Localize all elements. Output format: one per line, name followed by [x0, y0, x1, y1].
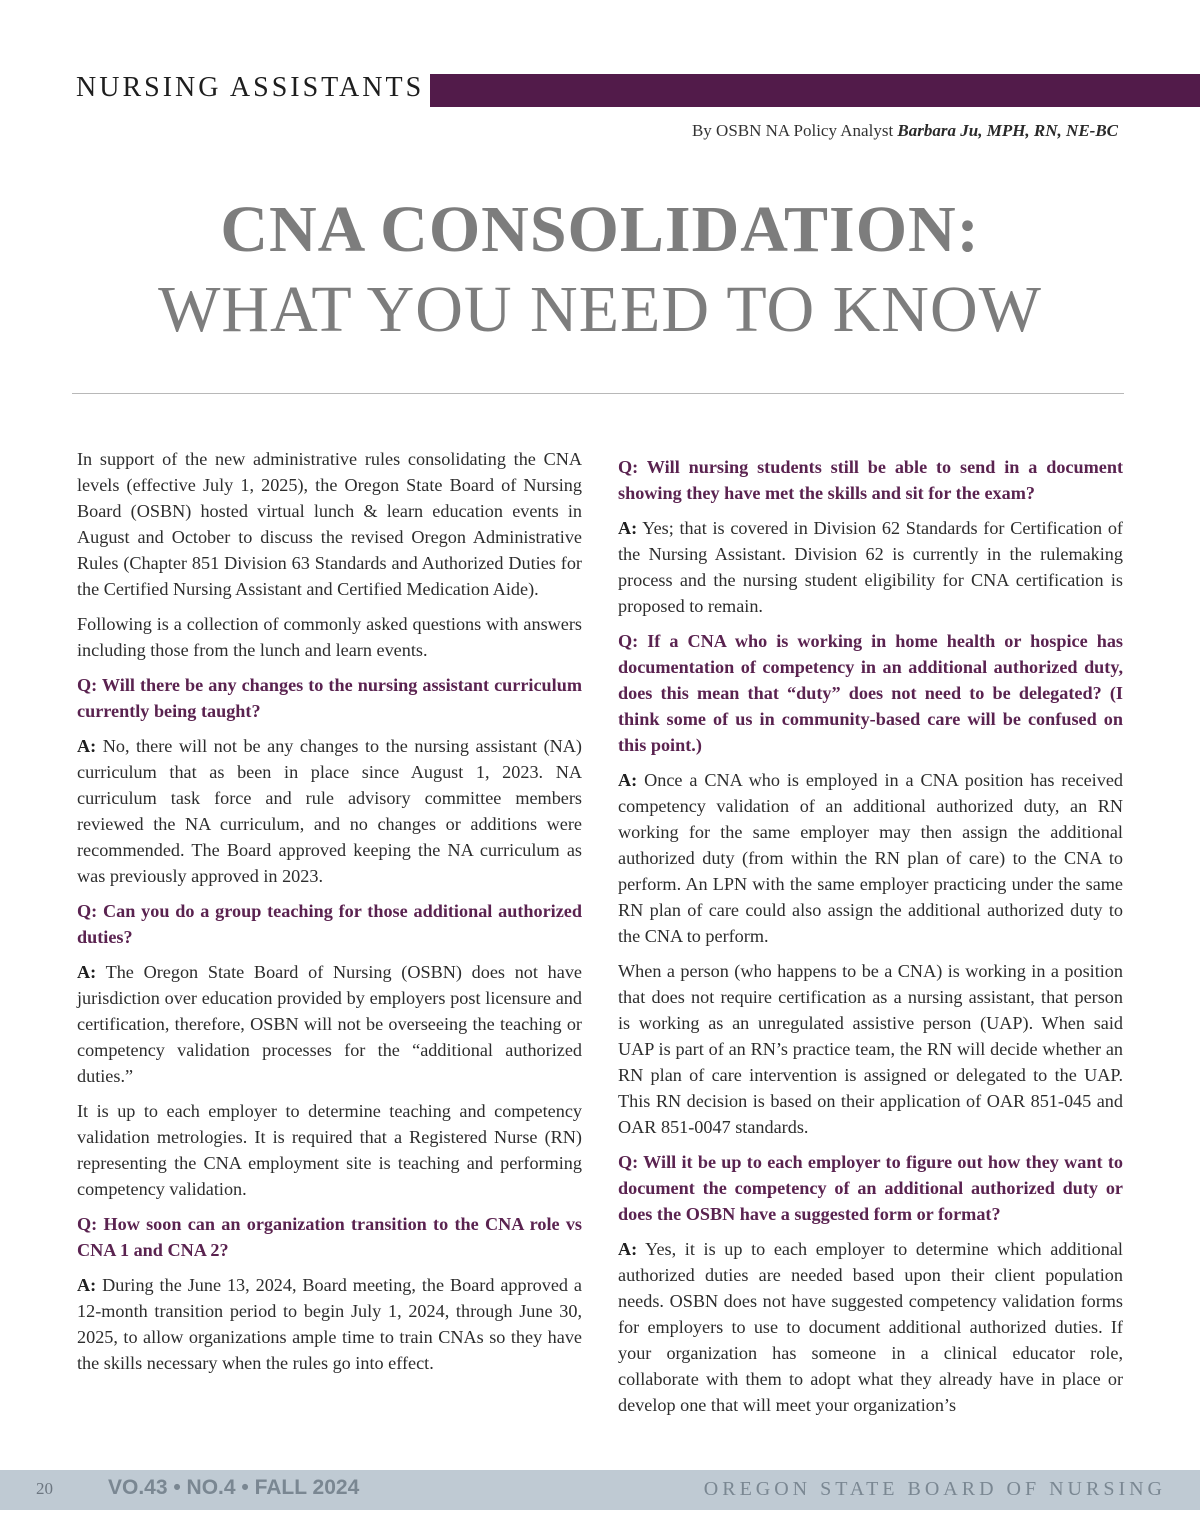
right-column: [618, 454, 1123, 1427]
paragraph: It is up to each employer to determine teaching and competency validation metrologies. It is required that a Registered Nurse (RN) representing the CNA employment site is teaching and performing competency validation.: [77, 1101, 582, 1199]
answer-lead: A:: [618, 770, 638, 790]
answer-text: Once a CNA who is employed in a CNA position has received competency validation of an additional authorized duty, an RN working for the same employer may then assign the additional authorized duty (from within the RN plan of care) to the CNA to perform. An LPN with the same employer practicing under the same RN plan of care could also assign the additional authorized duty to the CNA to perform.: [618, 770, 1123, 946]
byline-prefix: By OSBN NA Policy Analyst: [691, 121, 898, 140]
answer-text: No, there will not be any changes to the nursing assistant (NA) curriculum that as been in place since August 1, 2023. NA curriculum task force and rule advisory committee members reviewed the NA curriculum, and no changes or additions were recommended. The Board approved keeping the NA curriculum as was previously approved in 2023.: [77, 736, 582, 886]
issue-label: VO.43 • NO.4 • FALL 2024: [108, 1476, 360, 1499]
footer-bar: [0, 1470, 1200, 1510]
paragraph: When a person (who happens to be a CNA) is working in a position that does not require certification as a nursing assistant, that person is working as an unregulated assistive person (UAP). When said UAP is part of an RN’s practice team, the RN will decide whether an RN plan of care intervention is assigned or delegated to the UAP. This RN decision is based on their application of OAR 851-045 and OAR 851-0047 standards.: [618, 961, 1123, 1137]
answer: [77, 959, 582, 1089]
answer-lead: A:: [618, 518, 638, 538]
article-title: [40, 190, 1160, 350]
paragraph: Following is a collection of commonly asked questions with answers including those from the lunch and learn events.: [77, 614, 582, 660]
answer: [618, 1236, 1123, 1418]
byline-author: Barbara Ju, MPH, RN, NE-BC: [897, 121, 1118, 140]
answer-lead: A:: [77, 962, 97, 982]
section-label: NURSING ASSISTANTS: [76, 72, 425, 103]
answer: [77, 1272, 582, 1376]
page-number: 20: [36, 1479, 53, 1498]
question: Q: If a CNA who is working in home health or hospice has documentation of competency in an additional authorized duty, does this mean that “duty” does not need to be delegated? (I think some of us in community-based care will be confused on this point.): [618, 631, 1123, 755]
question: Q: Can you do a group teaching for those additional authorized duties?: [77, 901, 582, 947]
byline: [692, 121, 1118, 141]
section-bar: [430, 74, 1200, 107]
answer-lead: A:: [77, 736, 97, 756]
answer: [77, 733, 582, 889]
answer: [618, 515, 1123, 619]
publisher-label: OREGON STATE BOARD OF NURSING: [703, 1478, 1166, 1500]
answer-lead: A:: [618, 1239, 638, 1259]
title-line-2: WHAT YOU NEED TO KNOW: [158, 273, 1042, 346]
left-column: [77, 446, 582, 1385]
answer-text: Yes; that is covered in Division 62 Standards for Certification of the Nursing Assistant. Division 62 is currently in the rulemaking process and the nursing student eligibility for CNA certification is proposed to remain.: [618, 518, 1123, 616]
answer: [618, 767, 1123, 949]
answer-text: During the June 13, 2024, Board meeting, the Board approved a 12-month transition period to begin July 1, 2024, through June 30, 2025, to allow organizations ample time to train CNAs so they have the skills necessary when the rules go into effect.: [77, 1275, 582, 1373]
title-line-1: CNA CONSOLIDATION:: [220, 193, 980, 266]
paragraph: In support of the new administrative rules consolidating the CNA levels (effective July 1, 2025), the Oregon State Board of Nursing Board (OSBN) hosted virtual lunch & learn education events in August and October to discuss the revised Oregon Administrative Rules (Chapter 851 Division 63 Standards and Authorized Duties for the Certified Nursing Assistant and Certified Medication Aide).: [77, 449, 582, 599]
question: Q: Will there be any changes to the nursing assistant curriculum currently being taught?: [77, 675, 582, 721]
question: Q: Will it be up to each employer to figure out how they want to document the competency of an additional authorized duty or does the OSBN have a suggested form or format?: [618, 1152, 1123, 1224]
answer-lead: A:: [77, 1275, 97, 1295]
answer-text: Yes, it is up to each employer to determine which additional authorized duties are needed based upon their client population needs. OSBN does not have suggested competency validation forms for employers to use to document additional authorized duties. If your organization has someone in a clinical educator role, collaborate with them to adopt what they already have in place or develop one that will meet your organization’s: [618, 1239, 1123, 1415]
question: Q: How soon can an organization transition to the CNA role vs CNA 1 and CNA 2?: [77, 1214, 582, 1260]
answer-text: The Oregon State Board of Nursing (OSBN) does not have jurisdiction over education provided by employers post licensure and certification, therefore, OSBN will not be overseeing the teaching or competency validation processes for the “additional authorized duties.”: [77, 962, 582, 1086]
title-divider: [72, 393, 1124, 394]
question: Q: Will nursing students still be able to send in a document showing they have met the skills and sit for the exam?: [618, 457, 1123, 503]
